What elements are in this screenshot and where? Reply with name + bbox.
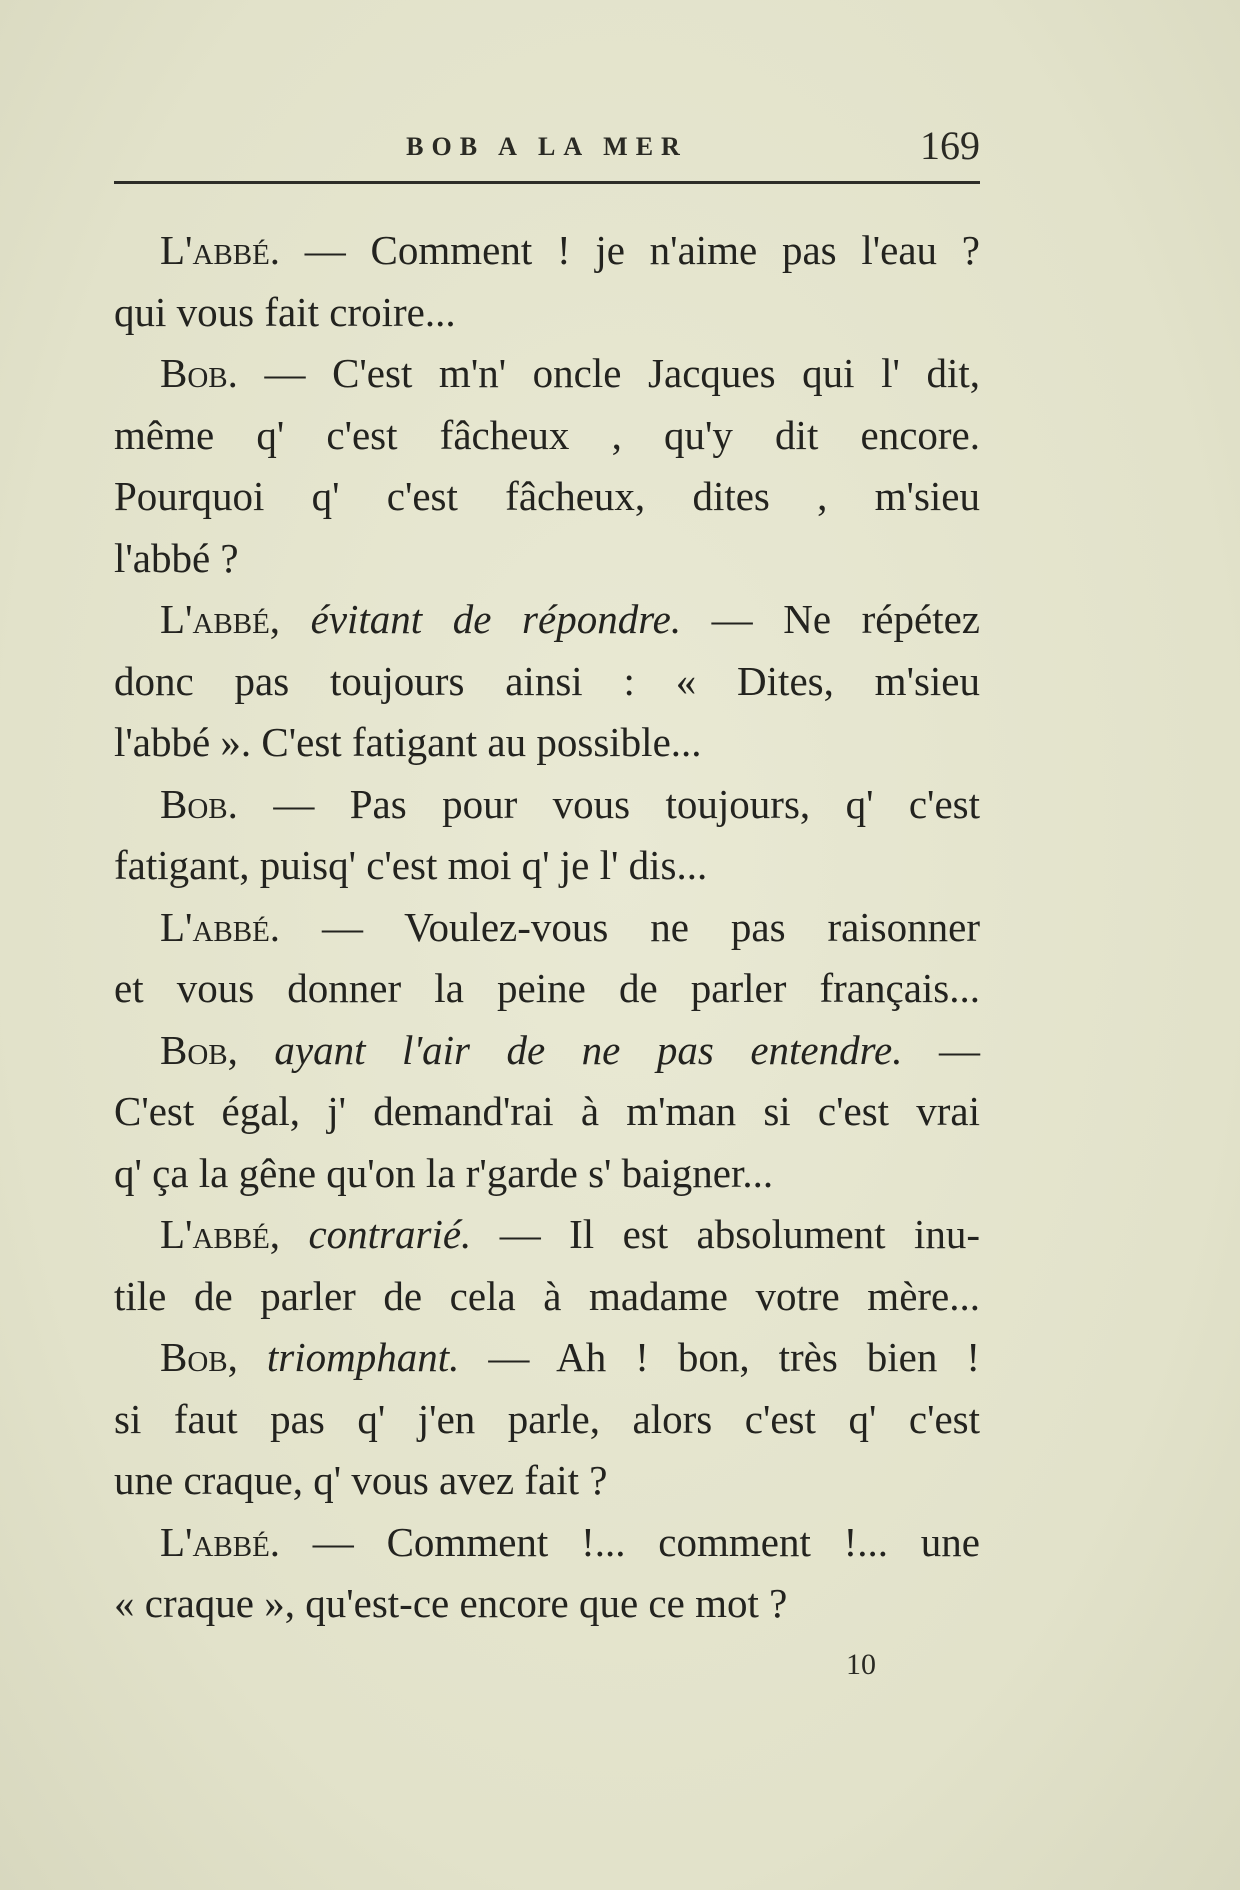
text-line: L'abbé, contrarié. — Il est absolument inu- [160,1211,980,1257]
page-header [114,118,980,180]
text-line: Bob. — C'est m'n' oncle Jacques qui l' dit, [160,350,980,396]
text-line: qui vous fait croire... [114,288,456,335]
text-line: fatigant, puisq' c'est moi q' je l' dis... [114,842,708,888]
text-line: l'abbé ? [114,534,239,581]
text-line: si faut pas q' j'en parle, alors c'est q' c'est [114,1395,980,1442]
text-line: q' ça la gêne qu'on la r'garde s' baigner... [114,1149,774,1196]
text-line: Bob, ayant l'air de ne pas entendre. — [160,1026,980,1073]
text-line: Pourquoi q' c'est fâcheux, dites , m'sieu [114,473,980,519]
text-line: L'abbé. — Comment !... comment !... une [160,1518,980,1565]
header-rule [114,181,980,184]
text-line: l'abbé ». C'est fatigant au possible... [114,719,702,765]
text-line: « craque », qu'est-ce encore que ce mot ? [114,1580,788,1626]
text-line: L'abbé. — Comment ! je n'aime pas l'eau ? [160,227,980,273]
text-line: donc pas toujours ainsi : « Dites, m'sieu [114,657,980,704]
text-line: une craque, q' vous avez fait ? [114,1457,608,1503]
text-line: C'est égal, j' demand'rai à m'man si c'est vrai [114,1088,980,1134]
text-line: tile de parler de cela à madame votre mère... [114,1272,980,1319]
text-line: L'abbé. — Voulez-vous ne pas raisonner [160,903,980,950]
text-line: et vous donner la peine de parler français... [114,965,980,1011]
running-title: BOB A LA MER [406,132,688,161]
body-text [114,220,980,1635]
text-line: Bob. — Pas pour vous toujours, q' c'est [160,780,980,827]
page-number: 169 [920,123,980,168]
text-line: même q' c'est fâcheux , qu'y dit encore. [114,411,980,458]
text-line: Bob, triomphant. — Ah ! bon, très bien ! [160,1334,981,1380]
signature-mark: 10 [846,1648,876,1681]
text-line: L'abbé, évitant de répondre. — Ne répétez [160,596,980,642]
